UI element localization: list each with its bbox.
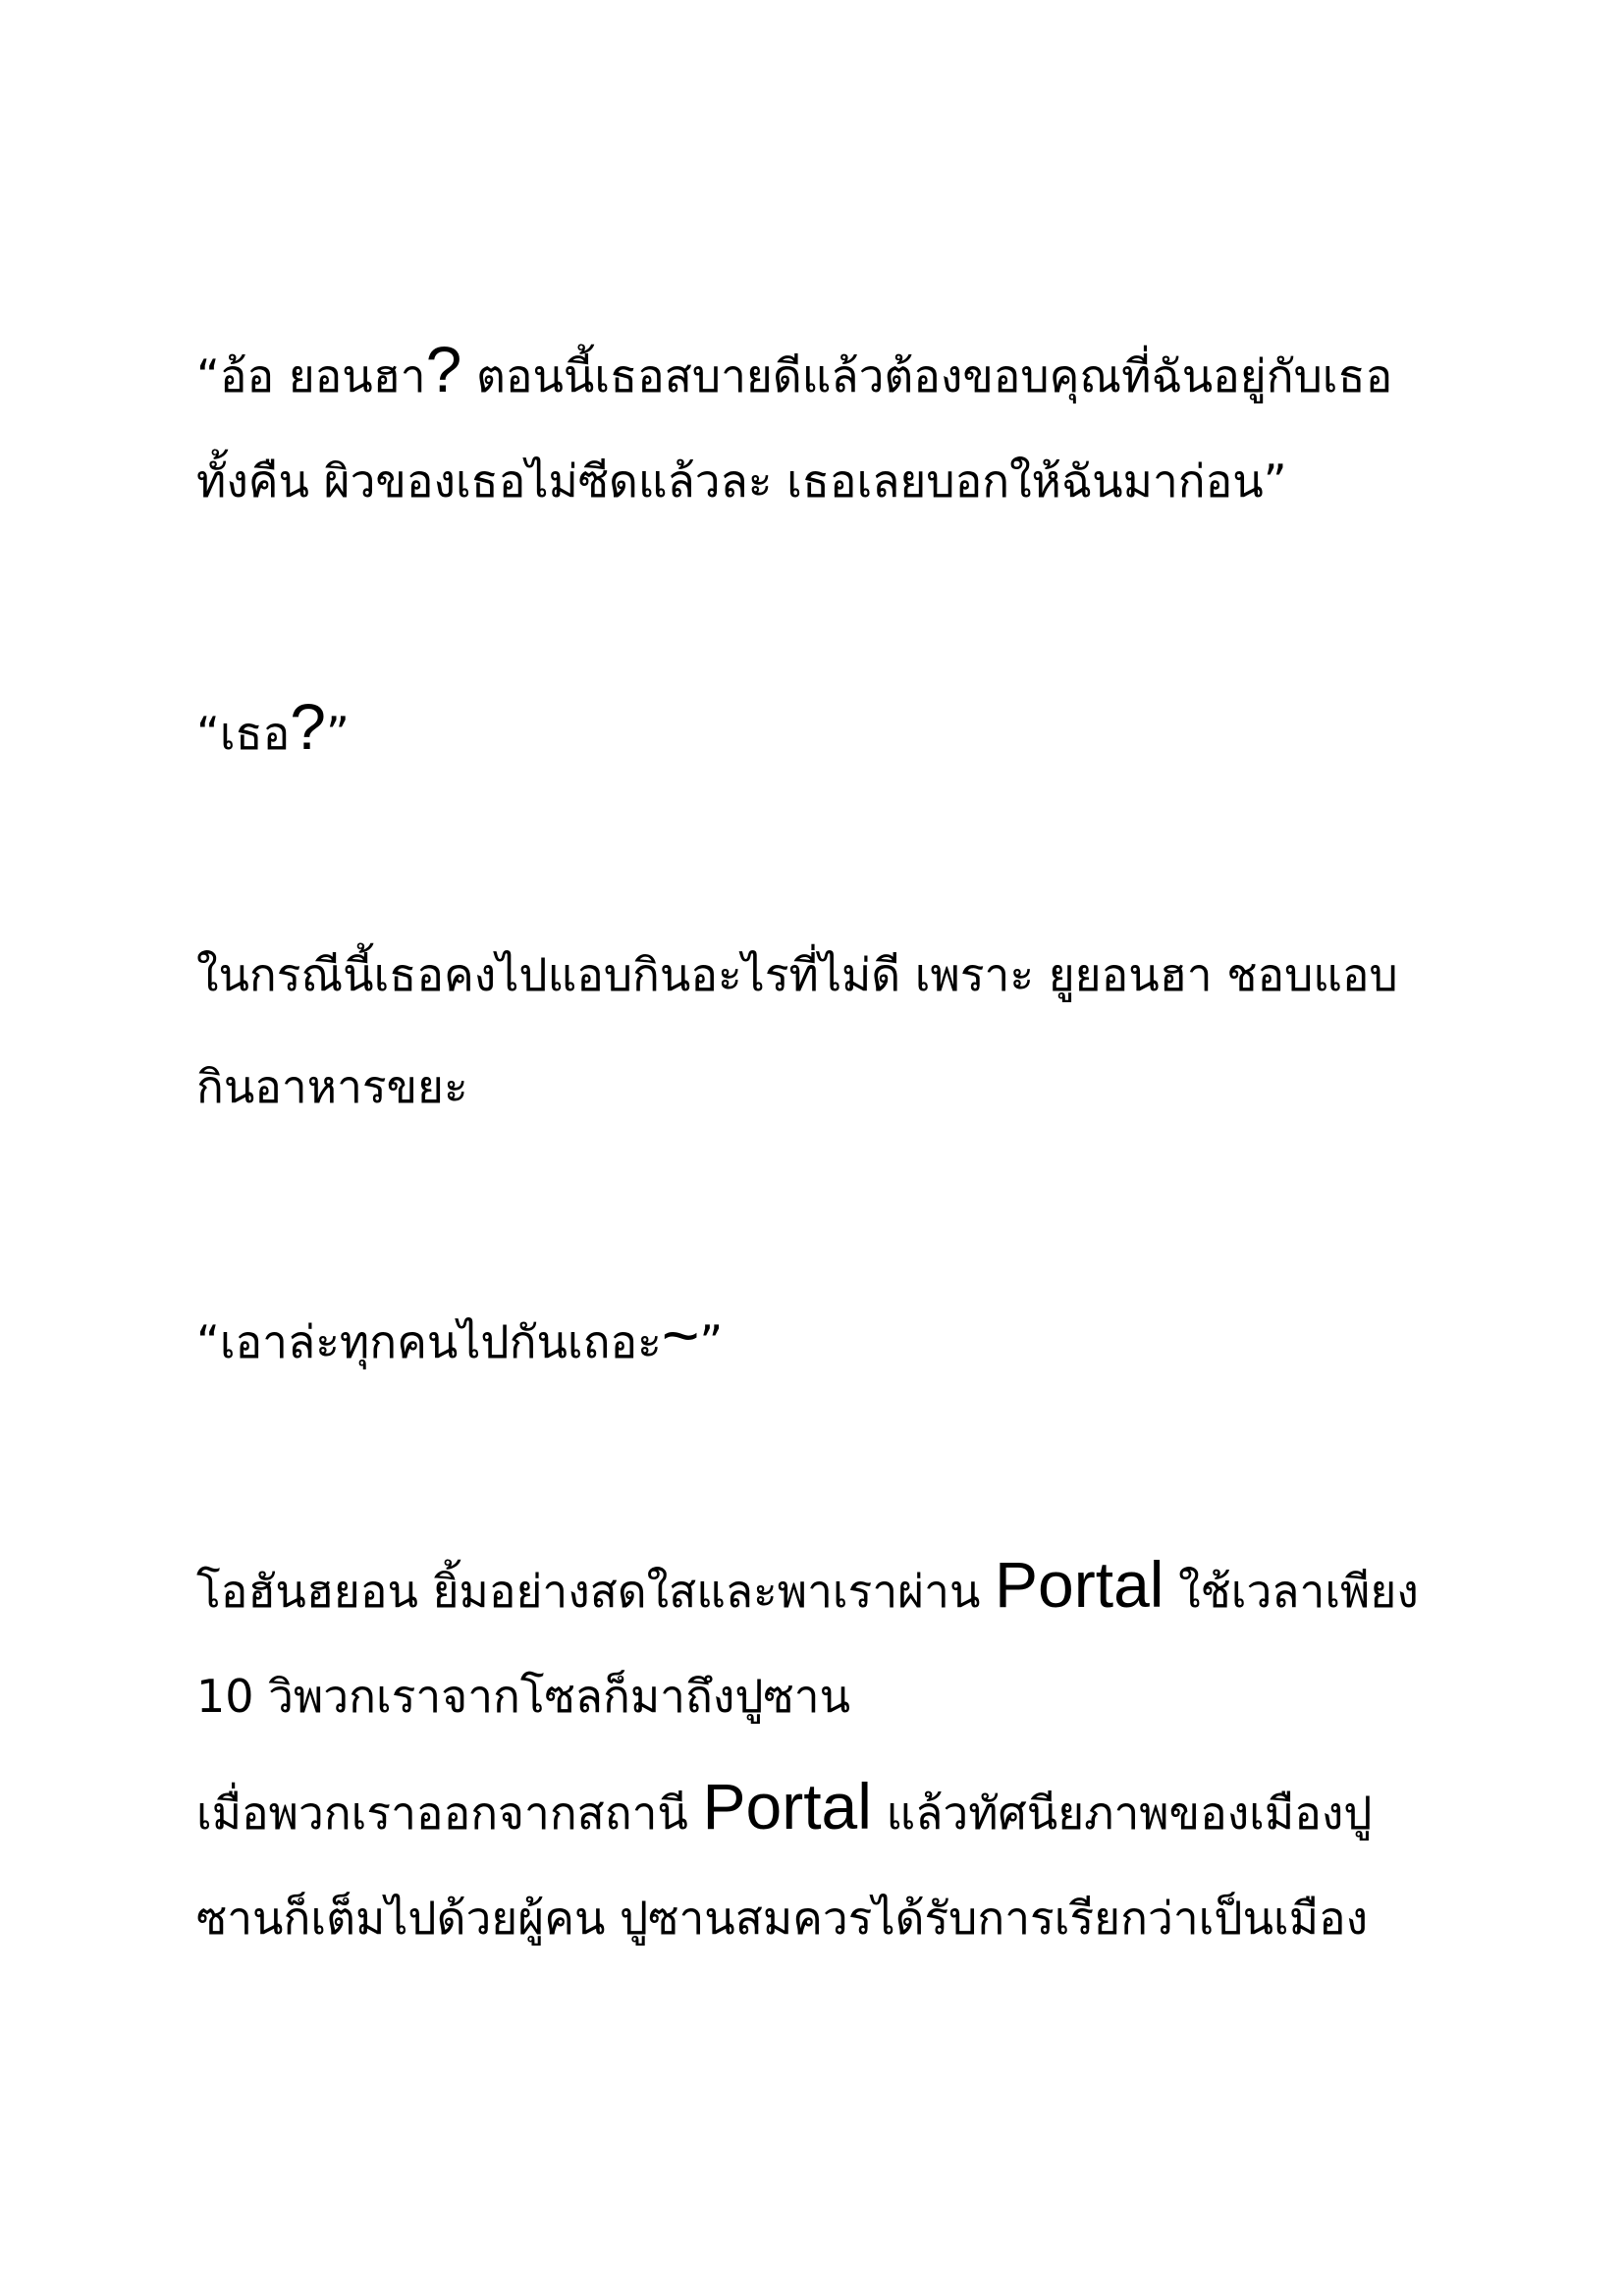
text-segment: “อ้อ ยอนฮา <box>196 349 426 402</box>
text-segment: ” <box>325 707 350 760</box>
text-segment: แล้วทัศนียภาพของเมืองปู <box>871 1787 1373 1840</box>
paragraph-5-line-2: 10 วิพวกเราจากโซลก็มาถึงปูซาน <box>196 1670 851 1723</box>
paragraph-3-line-2: กินอาหารขยะ <box>196 1060 468 1113</box>
text-segment: “เธอ <box>196 707 291 760</box>
text-segment: ใช้เวลาเพียง <box>1164 1565 1419 1618</box>
paragraph-6-line-2: ซานก็เต็มไปด้วยผู้คน ปูซานสมควรได้รับการเรียกว่าเป็นเมือง <box>196 1892 1369 1945</box>
text-segment: โอฮันฮยอน ยิ้มอย่างสดใสและพาเราผ่าน <box>196 1565 996 1618</box>
paragraph-5-line-1 <box>196 1548 1419 1621</box>
emphasis-glyph: ~ <box>661 1299 700 1371</box>
text-segment: เมื่อพวกเราออกจากสถานี <box>196 1787 703 1840</box>
paragraph-3-line-1: ในกรณีนี้เธอคงไปแอบกินอะไรที่ไม่ดี เพราะ ยูยอนฮา ชอบแอบ <box>196 948 1398 1001</box>
text-segment: ” <box>699 1315 724 1368</box>
text-segment: ตอนนี้เธอสบายดีแล้วต้องขอบคุณที่ฉันอยู่กับเธอ <box>461 349 1393 402</box>
paragraph-6-line-1 <box>196 1770 1373 1842</box>
text-segment: “เอาล่ะทุกคนไปกันเถอะ <box>196 1315 662 1368</box>
emphasis-glyph: ? <box>425 333 462 405</box>
paragraph-1-line-1 <box>196 333 1393 405</box>
paragraph-4-line-1 <box>196 1299 724 1371</box>
emphasis-word: Portal <box>702 1770 872 1842</box>
emphasis-glyph: ? <box>290 690 326 763</box>
emphasis-word: Portal <box>995 1548 1164 1621</box>
paragraph-2-line-1 <box>196 690 350 763</box>
paragraph-1-line-2: ทั้งคืน ผิวของเธอไม่ซีดแล้วละ เธอเลยบอกให้ฉันมาก่อน” <box>196 454 1287 507</box>
